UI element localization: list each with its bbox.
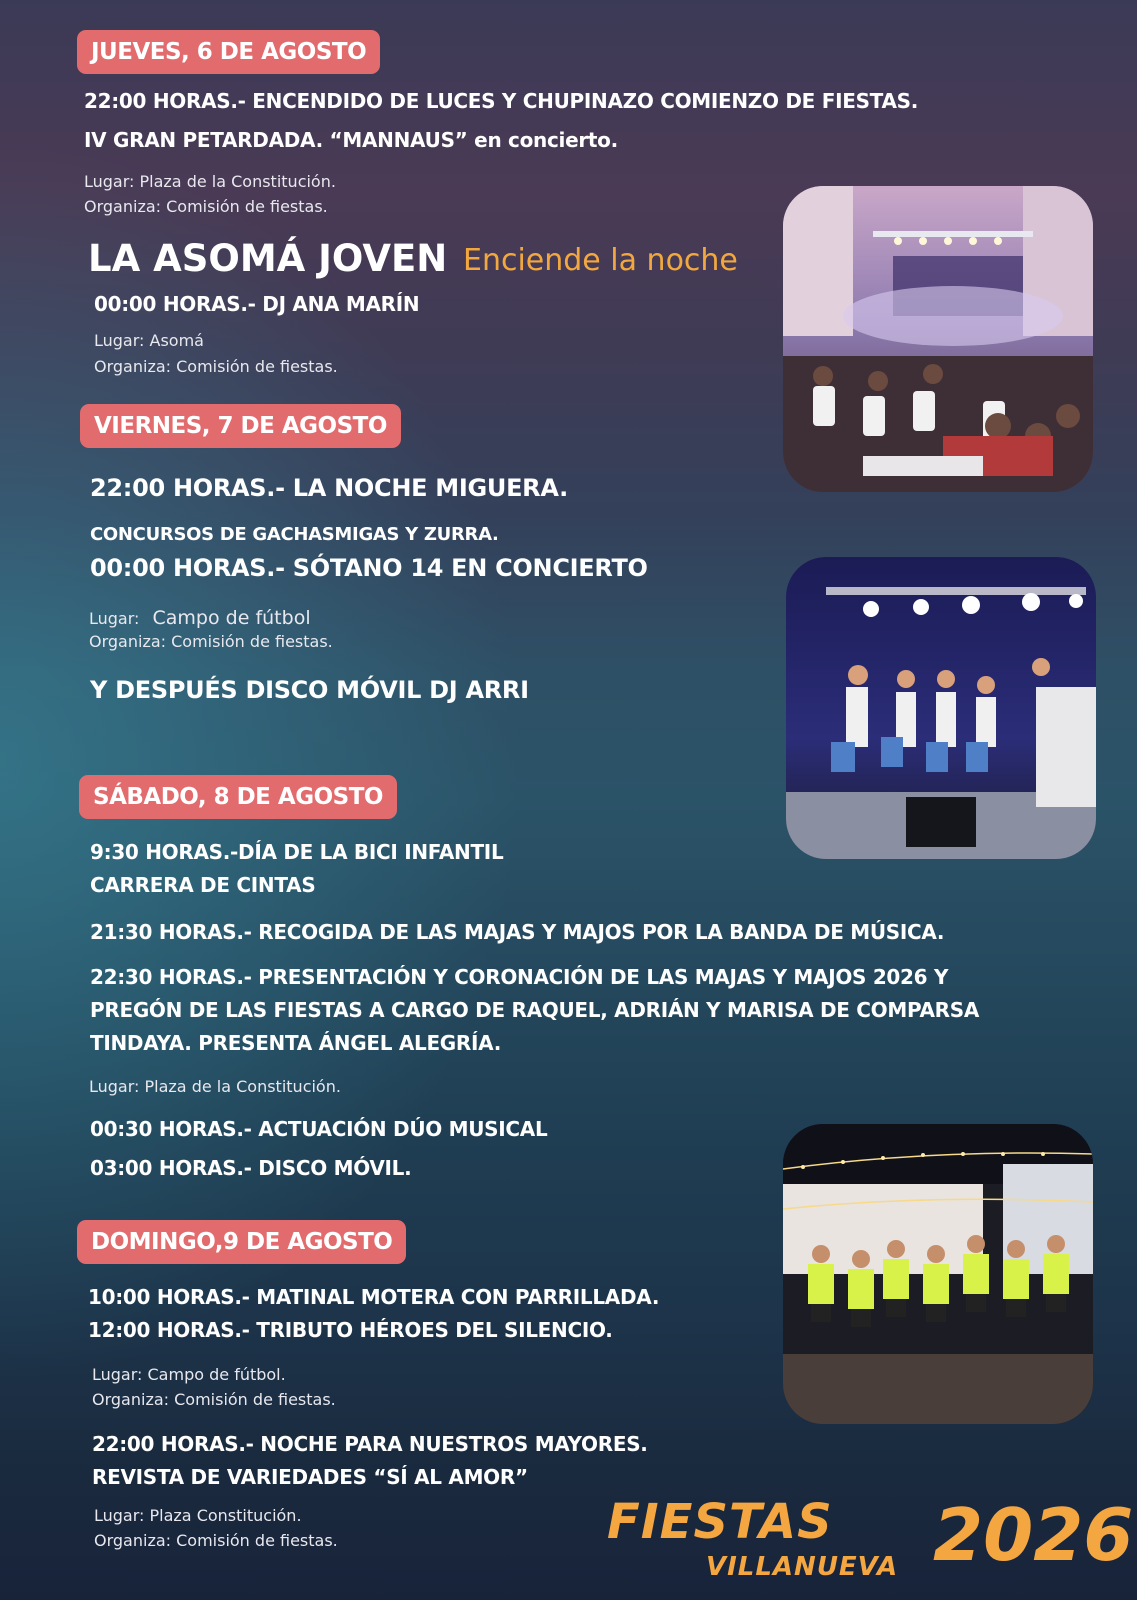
lugar-text: Lugar: Plaza Constitución. [94, 1506, 302, 1525]
event-line: 9:30 HORAS.-DÍA DE LA BICI INFANTIL [90, 840, 504, 864]
brand-fiestas: FIESTAS [607, 1494, 833, 1550]
event-line: 03:00 HORAS.- DISCO MÓVIL. [90, 1156, 412, 1180]
day-header-viernes: VIERNES, 7 DE AGOSTO [80, 404, 401, 448]
event-line: CARRERA DE CINTAS [90, 873, 316, 897]
event-line: 22:00 HORAS.- ENCENDIDO DE LUCES Y CHUPINAZO COMIENZO DE FIESTAS. [84, 89, 919, 113]
event-line: IV GRAN PETARDADA. “MANNAUS” en concierto. [84, 128, 618, 152]
event-line: PREGÓN DE LAS FIESTAS A CARGO DE RAQUEL, ADRIÁN Y MARISA DE COMPARSA [90, 998, 980, 1022]
lugar-label: Lugar: [89, 609, 140, 628]
event-line: 00:00 HORAS.- SÓTANO 14 EN CONCIERTO [90, 554, 648, 582]
lugar-text: Lugar: Plaza de la Constitución. [89, 1077, 341, 1096]
brand-villanueva: VILLANUEVA [706, 1552, 899, 1582]
day-header-jueves: JUEVES, 6 DE AGOSTO [77, 30, 380, 74]
organiza-text: Organiza: Comisión de fiestas. [94, 1531, 338, 1550]
lugar-value: Campo de fútbol [152, 607, 311, 629]
section-title-asoma: LA ASOMÁ JOVEN [88, 237, 448, 280]
lugar-text: Lugar: Asomá [94, 331, 204, 350]
day-header-sabado: SÁBADO, 8 DE AGOSTO [79, 775, 397, 819]
organiza-text: Organiza: Comisión de fiestas. [94, 357, 338, 376]
lugar-text: Lugar: Campo de fútbol. [92, 1365, 286, 1384]
photo-group-plaza [783, 1124, 1093, 1424]
event-line: CONCURSOS DE GACHASMIGAS Y ZURRA. [90, 524, 499, 545]
lugar-text: Lugar: Plaza de la Constitución. [84, 172, 336, 191]
brand-year: 2026 [933, 1493, 1134, 1577]
event-line: TINDAYA. PRESENTA ÁNGEL ALEGRÍA. [90, 1031, 502, 1055]
event-line: Y DESPUÉS DISCO MÓVIL DJ ARRI [90, 676, 529, 704]
event-line: 22:00 HORAS.- LA NOCHE MIGUERA. [90, 474, 568, 502]
photo-stage-audience [783, 186, 1093, 492]
event-line: 21:30 HORAS.- RECOGIDA DE LAS MAJAS Y MAJOS POR LA BANDA DE MÚSICA. [90, 920, 945, 944]
event-line: 00:00 HORAS.- DJ ANA MARÍN [94, 292, 420, 316]
event-line: 00:30 HORAS.- ACTUACIÓN DÚO MUSICAL [90, 1117, 548, 1141]
organiza-text: Organiza: Comisión de fiestas. [84, 197, 328, 216]
event-line: 12:00 HORAS.- TRIBUTO HÉROES DEL SILENCIO. [88, 1318, 613, 1342]
section-subtitle: Enciende la noche [463, 243, 738, 278]
organiza-text: Organiza: Comisión de fiestas. [92, 1390, 336, 1409]
day-header-domingo: DOMINGO,9 DE AGOSTO [77, 1220, 406, 1264]
photo-group-stage [786, 557, 1096, 859]
event-line: 22:00 HORAS.- NOCHE PARA NUESTROS MAYORES. [92, 1432, 648, 1456]
lugar-text [89, 607, 311, 629]
event-line: 10:00 HORAS.- MATINAL MOTERA CON PARRILLADA. [88, 1285, 660, 1309]
event-line: 22:30 HORAS.- PRESENTACIÓN Y CORONACIÓN DE LAS MAJAS Y MAJOS 2026 Y [90, 965, 949, 989]
event-line: REVISTA DE VARIEDADES “SÍ AL AMOR” [92, 1465, 528, 1489]
organiza-text: Organiza: Comisión de fiestas. [89, 632, 333, 651]
